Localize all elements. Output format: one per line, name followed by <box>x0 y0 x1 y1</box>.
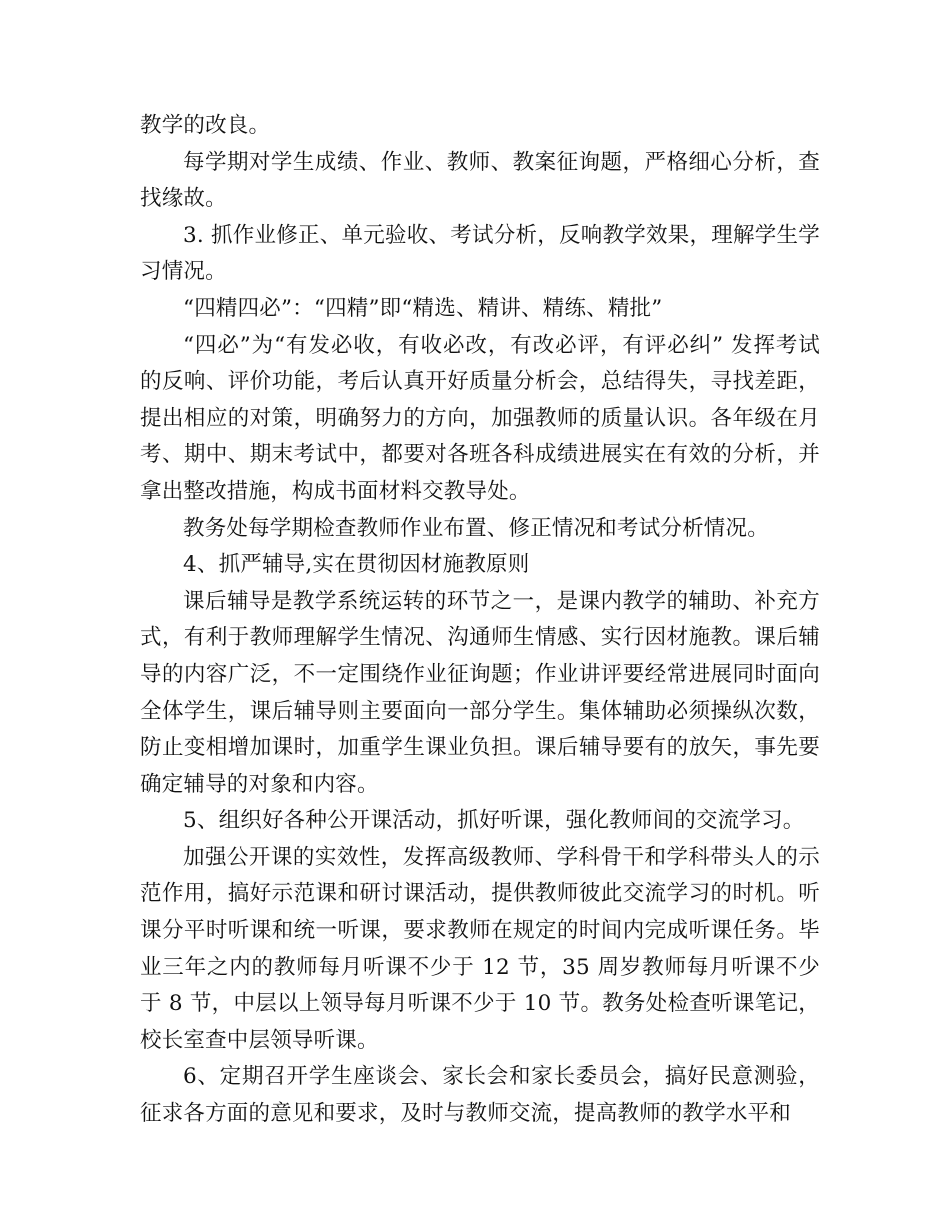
paragraph-9: 5、组织好各种公开课活动，抓好听课，强化教师间的交流学习。 <box>183 808 805 834</box>
document-body <box>140 108 820 1133</box>
paragraph-10: 加强公开课的实效性，发挥高级教师、学科骨干和学科带头人的示范作用，搞好示范课和研讨课活动，提供教师彼此交流学习的时机。听课分平时听课和统一听课，要求教师在规定的时间内完成听课任务。毕业三年之内的教师每月听课不少于 12 节，35 周岁教师每月听课不少于 8 节，中层以上领导每月听课不少于 10 节。教务处检查听课笔记，校长室查中层领导听课。 <box>140 844 820 1053</box>
paragraph-6: 教务处每学期检查教师作业布置、修正情况和考试分析情况。 <box>183 515 769 541</box>
paragraph-11: 6、定期召开学生座谈会、家长会和家长委员会，搞好民意测验，征求各方面的意见和要求，及时与教师交流，提高教师的教学水平和 <box>140 1064 820 1127</box>
paragraph-4: “四精四必”：“四精”即“精选、精讲、精练、精批” <box>183 295 663 321</box>
paragraph-1: 教学的改良。 <box>140 113 271 138</box>
paragraph-7: 4、抓严辅导,实在贯彻因材施教原则 <box>183 552 530 578</box>
paragraph-2: 每学期对学生成绩、作业、教师、教案征询题，严格细心分析，查找缘故。 <box>140 149 820 212</box>
paragraph-5: “四必”为“有发必收，有收必改，有改必评，有评必纠” 发挥考试的反响、评价功能，考后认真开好质量分析会，总结得失，寻找差距，提出相应的对策，明确努力的方向，加强教师的质量认识。各年级在月考、期中、期末考试中，都要对各班各科成绩进展实在有效的分析，并拿出整改措施，构成书面材料交教导处。 <box>140 332 820 504</box>
paragraph-8: 课后辅导是教学系统运转的环节之一，是课内教学的辅助、补充方式，有利于教师理解学生情况、沟通师生情感、实行因材施教。课后辅导的内容广泛，不一定围绕作业征询题；作业讲评要经常进展同时面向全体学生，课后辅导则主要面向一部分学生。集体辅助必须操纵次数，防止变相增加课时，加重学生课业负担。课后辅导要有的放矢，事先要确定辅导的对象和内容。 <box>140 588 820 797</box>
paragraph-3: 3. 抓作业修正、单元验收、考试分析，反响教学效果，理解学生学习情况。 <box>140 222 820 285</box>
